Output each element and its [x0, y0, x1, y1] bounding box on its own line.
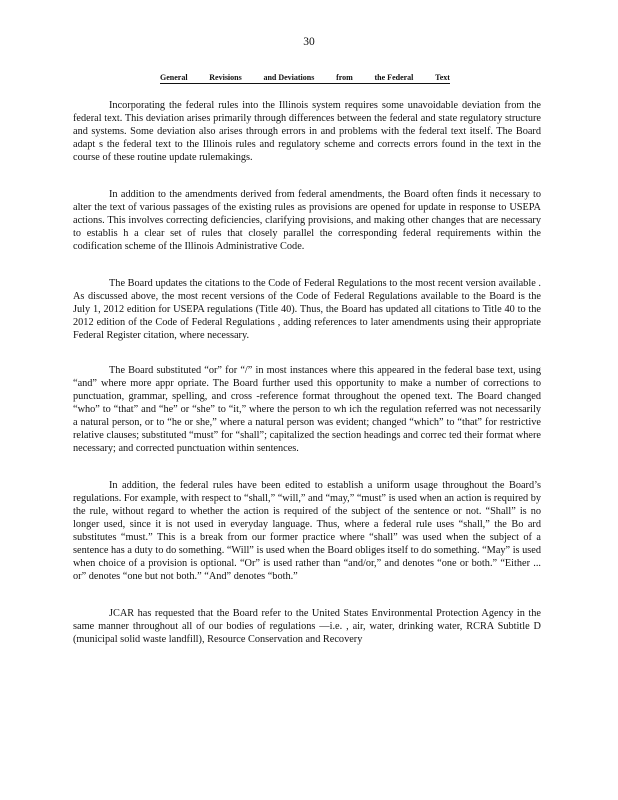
heading-word: Revisions	[209, 73, 242, 82]
heading-word: General	[160, 73, 188, 82]
paragraph-citations: The Board updates the citations to the Code of Federal Regulations to the most recent version available . As discussed above, the most recent versions of the Code of Federal Regulations available to the Board is the July 1, 2012 edition for USEPA regulations (Title 40). Thus, the Board has updated all citations to Title 40 to the 2012 edition of the Code of Federal Regulations , adding references to later amendments using their appropriate Federal Register citation, where necessary.	[73, 278, 541, 341]
heading-word: the Federal	[374, 73, 414, 82]
body-text	[73, 99, 541, 646]
paragraph-uniform-usage: In addition, the federal rules have been edited to establish a uniform usage throughout the Board’s regulations. For example, with respect to “shall,” “will,” and “may,” “must” is used when an action is required by the rule, without regard to whether the action is required of the subject of the sentence or not. “Shall” is no longer used, since it is not used in everyday language. Thus, where a federal rule uses “shall,” the Bo ard substitutes “must.” This is a break from our former practice where “shall” was used when the subject of a sentence has a duty to do something. “Will” is used when the Board obliges itself to do something. “May” is used when choice of a provision is optional. “Or” is used rather than “and/or,” and denotes “one or both.” “Either ... or” denotes “one but not both.” “And” denotes “both.”	[73, 480, 542, 582]
heading-word: and Deviations	[263, 73, 315, 82]
heading-word: from	[336, 73, 353, 82]
paragraph-substitutions: The Board substituted “or” for “/” in most instances where this appeared in the federal base text, using “and” where more appr opriate. The Board further used this opportunity to make a number of corrections to punctuation, grammar, spelling, and cross -reference format throughout the opened text. The Board changed “who” to “that” and “he” or “she” to “it,” where the person to wh ich the regulation referred was not necessarily a natural person, or to “he or she,” where a natural person was evident; changed “which” to “that” for restrictive relative clauses; substituted “must” for “shall”; capitalized the section headings and correc ted their format where necessary; and corrected punctuation within sentences.	[73, 365, 541, 454]
paragraph-amendments: In addition to the amendments derived from federal amendments, the Board often finds it necessary to alter the text of various passages of the existing rules as provisions are opened for update in response to USEPA actions. This involves correcting deficiencies, clarifying provisions, and making other changes that are necessary to establis h a clear set of rules that closely parallel the corresponding federal requirements within the codification scheme of the Illinois Administrative Code.	[73, 189, 541, 252]
heading-word: Text	[435, 73, 450, 82]
paragraph-incorporating: Incorporating the federal rules into the Illinois system requires some unavoidable deviation from the federal text. This deviation arises primarily through differences between the federal and state regulatory structure and systems. Some deviation also arises through errors in and problems with the federal text itself. The Board adapt s the federal text to the Illinois rules and regulatory scheme and corrects errors found in the text in the course of these routine update rulemakings.	[73, 100, 541, 163]
section-heading	[160, 73, 450, 84]
page-number: 30	[303, 36, 315, 48]
paragraph-jcar: JCAR has requested that the Board refer to the United States Environmental Protection Agency in the same manner throughout all of our bodies of regulations —i.e. , air, water, drinking water, RCRA Subtitle D (municipal solid waste landfill), Resource Conservation and Recovery	[73, 608, 541, 645]
